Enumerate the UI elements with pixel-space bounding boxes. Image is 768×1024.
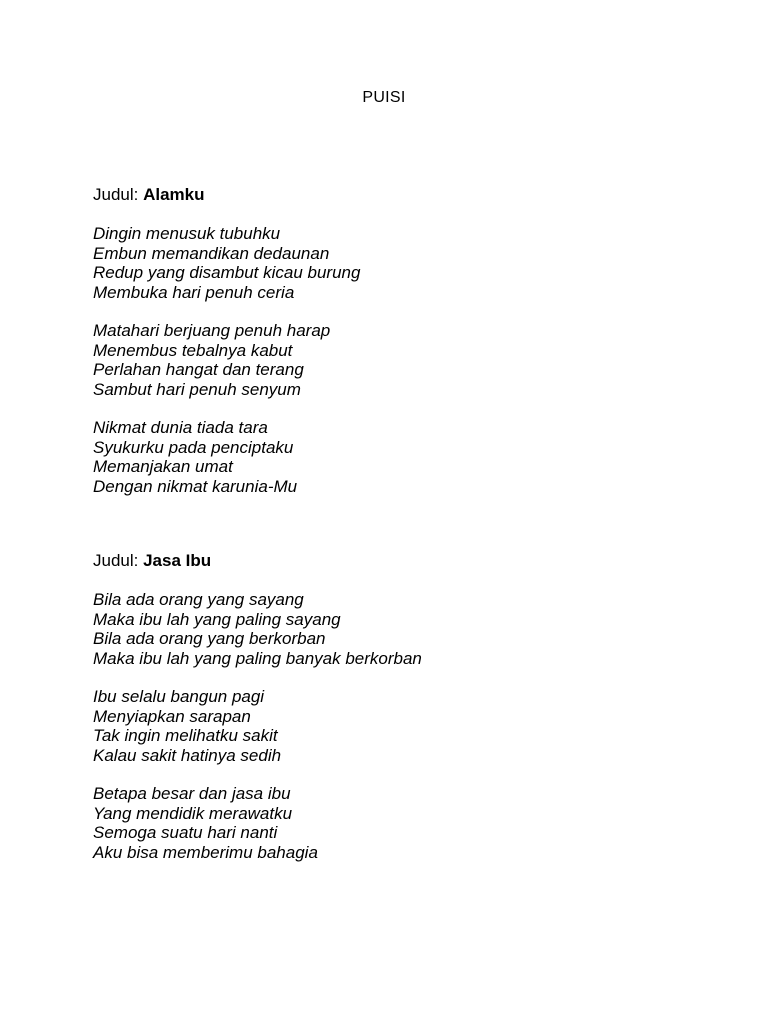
poem-line: Yang mendidik merawatku (93, 803, 293, 823)
poem-line: Sambut hari penuh senyum (93, 379, 301, 399)
poem-title: Jasa Ibu (143, 551, 212, 570)
stanza (93, 321, 693, 399)
poem-line: Tak ingin melihatku sakit (93, 726, 278, 745)
poem-heading (93, 185, 693, 205)
poem-line: Kalau sakit hatinya sedih (93, 745, 282, 765)
poem-line: Redup yang disambut kicau burung (93, 263, 361, 282)
poem-line: Nikmat dunia tiada tara (93, 418, 268, 437)
poem-line: Membuka hari penuh ceria (93, 282, 295, 302)
poem-line: Syukurku pada penciptaku (93, 437, 294, 457)
poem-line: Dingin menusuk tubuhku (93, 224, 281, 243)
poem-heading-label: Judul: (93, 185, 144, 204)
poem-line: Memanjakan umat (93, 457, 233, 476)
poem-heading (93, 551, 693, 571)
poem-title: Alamku (143, 185, 205, 204)
poem-line: Menembus tebalnya kabut (93, 340, 293, 360)
poem-line: Maka ibu lah yang paling sayang (93, 609, 341, 629)
poem-line: Matahari berjuang penuh harap (93, 321, 331, 340)
poem-line: Aku bisa memberimu bahagia (93, 842, 318, 862)
poem-line: Embun memandikan dedaunan (93, 243, 330, 263)
poem-line: Menyiapkan sarapan (93, 706, 251, 726)
poem-alamku (93, 185, 693, 515)
document-title: PUISI (362, 89, 406, 106)
poem-line: Maka ibu lah yang paling banyak berkorban (93, 648, 422, 668)
poem-heading-label: Judul: (93, 551, 144, 570)
stanza (93, 418, 693, 496)
poem-line: Perlahan hangat dan terang (93, 360, 304, 379)
stanza (93, 590, 693, 668)
poem-line: Betapa besar dan jasa ibu (93, 784, 291, 803)
poem-line: Semoga suatu hari nanti (93, 823, 278, 842)
stanza (93, 784, 693, 862)
poem-line: Bila ada orang yang berkorban (93, 629, 326, 648)
poem-line: Ibu selalu bangun pagi (93, 687, 265, 706)
stanza (93, 224, 693, 302)
poem-line: Dengan nikmat karunia-Mu (93, 476, 298, 496)
poem-line: Bila ada orang yang sayang (93, 590, 304, 609)
stanza (93, 687, 693, 765)
poem-jasa-ibu (93, 551, 693, 881)
